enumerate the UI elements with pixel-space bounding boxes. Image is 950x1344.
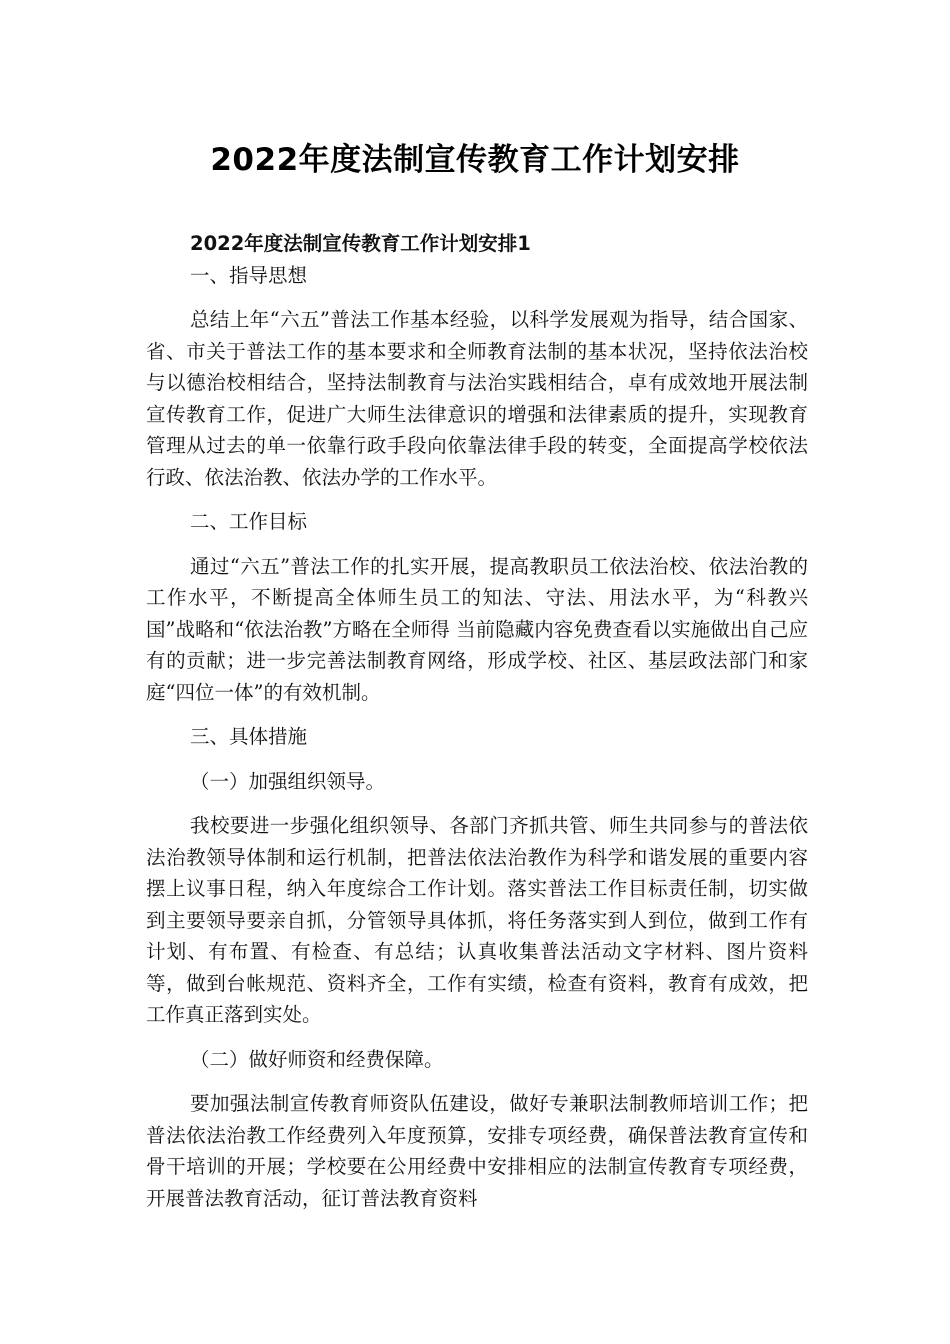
subheading-organization-leadership: （一）加强组织领导。 [190, 769, 386, 793]
section-heading-measures: 三、具体措施 [190, 725, 308, 748]
paragraph-guiding-ideology: 总结上年“六五”普法工作基本经验，以科学发展观为指导，结合国家、省、市关于普法工作的基本要求和全师教育法制的基本状况，坚持依法治校与以德治校相结合，坚持法制教育与法治实践相结合，卓有成效地开展法制宣传教育工作，促进广大师生法律意识的增强和法律素质的提升，实现教育管理从过去的单一依靠行政手段向依靠法律手段的转变，全面提高学校依法行政、依法治教、依法办学的工作水平。 [146, 308, 808, 489]
paragraph-teachers-funding: 要加强法制宣传教育师资队伍建设，做好专兼职法制教师培训工作；把普法依法治教工作经费列入年度预算，安排专项经费，确保普法教育宣传和骨干培训的开展；学校要在公用经费中安排相应的法制宣传教育专项经费，开展普法教育活动，征订普法教育资料 [146, 1092, 808, 1210]
paragraph-work-goals: 通过“六五”普法工作的扎实开展，提高教职员工依法治校、依法治教的工作水平，不断提高全体师生员工的知法、守法、用法水平，为“科教兴国”战略和“依法治教”方略在全师得 当前隐藏内容免费查看以实施做出自己应有的贡献；进一步完善法制教育网络，形成学校、社区、基层政法部门和家庭“四位一体”的有效机制。 [146, 554, 808, 704]
document-title: 2022年度法制宣传教育工作计划安排 [210, 142, 740, 178]
paragraph-organization-leadership: 我校要进一步强化组织领导、各部门齐抓共管、师生共同参与的普法依法治教领导体制和运行机制，把普法依法治教作为科学和谐发展的重要内容摆上议事日程，纳入年度综合工作计划。落实普法工作目标责任制，切实做到主要领导要亲自抓，分管领导具体抓，将任务落实到人到位，做到工作有计划、有布置、有检查、有总结；认真收集普法活动文字材料、图片资料等，做到台帐规范、资料齐全，工作有实绩，检查有资料，教育有成效，把工作真正落到实处。 [146, 814, 808, 1026]
section-heading-guiding-ideology: 一、指导思想 [190, 263, 308, 287]
document-subtitle: 2022年度法制宣传教育工作计划安排1 [190, 232, 531, 255]
document-body [146, 228, 808, 1227]
subheading-teachers-funding: （二）做好师资和经费保障。 [190, 1047, 444, 1071]
section-heading-work-goals: 二、工作目标 [190, 510, 308, 533]
